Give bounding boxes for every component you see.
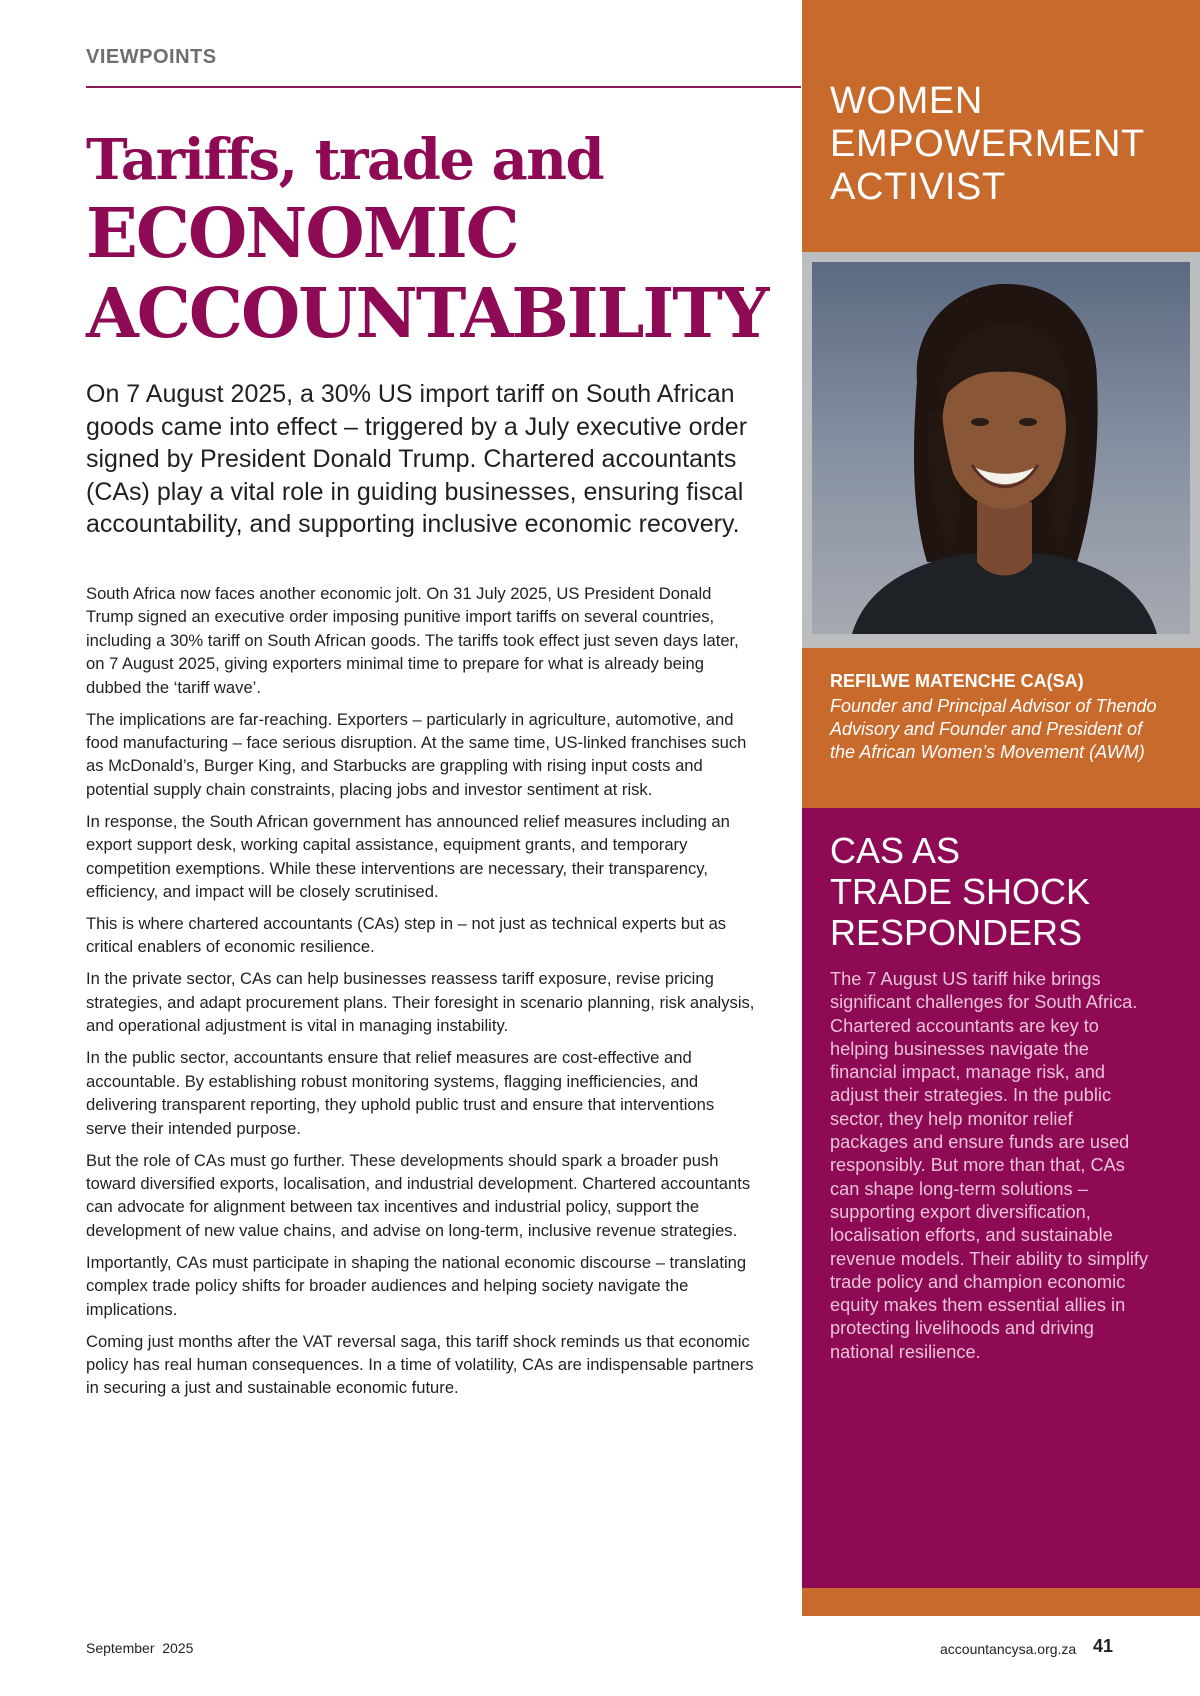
body-paragraph: In response, the South African government has announced relief measures including an export support desk, working capital assistance, equipment grants, and temporary competition exemptions. While these interventions are necessary, their transparency, efficiency, and impact will be closely scrutinised. xyxy=(86,811,730,902)
headline-line-2: ECONOMIC xyxy=(86,194,518,274)
standfirst: On 7 August 2025, a 30% US import tariff on South African goods came into effect – triggered by a July executive order signed by President Donald Trump. Chartered accountants (CAs) play a vital role in guiding businesses, ensuring fiscal accountability, and supporting inclusive economic recovery. xyxy=(86,380,748,538)
summary-title-line: CAS AS xyxy=(830,830,961,871)
portrait-illustration xyxy=(812,262,1190,634)
footer-date: September 2025 xyxy=(86,1640,194,1656)
footer-website: accountancysa.org.za xyxy=(940,1641,1077,1657)
summary-title xyxy=(830,830,1170,953)
headline-line-3: ACCOUNTABILITY xyxy=(86,274,768,354)
summary-text: The 7 August US tariff hike brings significant challenges for South Africa. Chartered accountants are key to helping businesses navigate the financial impact, manage risk, and adjust their strategies. In the public sector, they help monitor relief packages and ensure funds are used responsibly. But more than that, CAs can shape long-term solutions – supporting export diversification, localisation efforts, and sustainable revenue models. Their ability to simplify trade policy and champion economic equity makes them essential allies in protecting livelihoods and driving national resilience. xyxy=(830,969,1149,1362)
summary-title-line: RESPONDERS xyxy=(830,912,1083,953)
body-paragraph: South Africa now faces another economic jolt. On 31 July 2025, US President Donald Trump signed an executive order imposing punitive import tariffs on several countries, including a 30% tariff on South African goods. The tariffs took effect just seven days later, on 7 August 2025, giving exporters minimal time to prepare for what is already being dubbed the ‘tariff wave’. xyxy=(86,584,739,697)
body-paragraph: But the role of CAs must go further. These developments should spark a broader push toward diversified exports, localisation, and industrial development. Chartered accountants can advocate for alignment between tax incentives and industrial policy, support the development of new value chains, and advise on long-term, inclusive revenue strategies. xyxy=(86,1150,751,1240)
sidebar-title xyxy=(830,80,1180,209)
summary-title-line: TRADE SHOCK xyxy=(830,871,1091,912)
sidebar-title-line: ACTIVIST xyxy=(830,166,1006,208)
author-role: Founder and Principal Advisor of Thendo Advisory and Founder and President of the African Women’s Movement (AWM) xyxy=(830,696,1157,762)
body-paragraph: The implications are far-reaching. Exporters – particularly in agriculture, automotive, and food manufacturing – face serious disruption. At the same time, US-linked franchises such as McDonald’s, Burger King, and Starbucks are grappling with rising input costs and potential supply chain constraints, placing jobs and investor sentiment at risk. xyxy=(86,709,747,799)
article-body xyxy=(86,582,756,1408)
article-headline xyxy=(86,127,796,354)
sidebar-title-line: WOMEN xyxy=(830,80,983,122)
header-rule xyxy=(86,86,801,88)
body-paragraph: Coming just months after the VAT reversal saga, this tariff shock reminds us that economic policy has real human consequences. In a time of volatility, CAs are indispensable partners in securing a just and sustainable economic future. xyxy=(86,1331,754,1398)
portrait-photo xyxy=(812,262,1190,634)
body-paragraph: In the private sector, CAs can help businesses reassess tariff exposure, revise pricing strategies, and adapt procurement plans. Their foresight in scenario planning, risk analysis, and operational adjustment is vital in managing instability. xyxy=(86,969,755,1036)
sidebar-title-line: EMPOWERMENT xyxy=(830,123,1145,165)
headline-line-1: Tariffs, trade and xyxy=(86,127,604,193)
sidebar-bottom-strip xyxy=(802,1588,1200,1616)
section-label: VIEWPOINTS xyxy=(86,46,217,68)
body-paragraph: This is where chartered accountants (CAs) step in – not just as technical experts but as critical enablers of economic resilience. xyxy=(86,914,727,957)
author-name: REFILWE MATENCHE CA(SA) xyxy=(830,671,1084,691)
body-paragraph: In the public sector, accountants ensure that relief measures are cost-effective and accountable. By establishing robust monitoring systems, flagging inefficiencies, and delivering transparent reporting, they uphold public trust and ensure that interventions serve their intended purpose. xyxy=(86,1048,715,1138)
page-number: 41 xyxy=(1093,1636,1114,1656)
body-paragraph: Importantly, CAs must participate in shaping the national economic discourse – translating complex trade policy shifts for broader audiences and helping society navigate the implications. xyxy=(86,1252,747,1319)
